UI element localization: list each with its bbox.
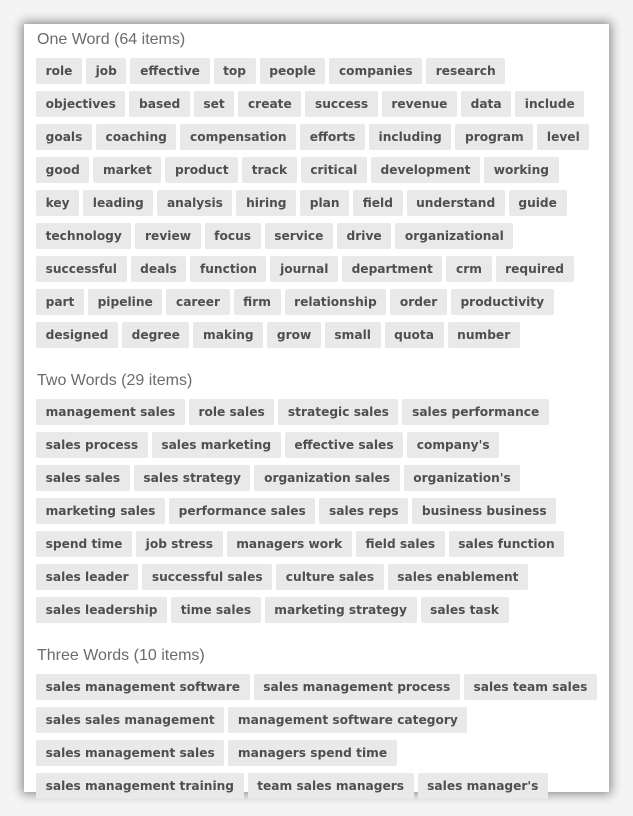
keyword-chip[interactable]: understand [407,190,505,216]
keyword-chip[interactable]: include [515,91,584,117]
keyword-chip[interactable]: successful [36,256,127,282]
keyword-chip[interactable]: level [537,124,589,150]
keyword-chip[interactable]: marketing sales [36,498,165,524]
keyword-chip[interactable]: critical [301,157,367,183]
keyword-chip[interactable]: service [265,223,333,249]
keyword-chip[interactable]: market [93,157,161,183]
keyword-chip[interactable]: relationship [285,289,387,315]
keyword-chip[interactable]: drive [337,223,391,249]
keyword-card [24,24,609,792]
keyword-chip[interactable]: including [369,124,451,150]
keyword-chip[interactable]: business business [412,498,556,524]
three-words-section [36,646,597,799]
keyword-chip[interactable]: key [36,190,79,216]
keyword-chip[interactable]: field [353,190,402,216]
keyword-chip[interactable]: sales management sales [36,740,224,766]
keyword-chip[interactable]: company's [407,432,499,458]
keyword-chip[interactable]: success [305,91,377,117]
keyword-chip[interactable]: development [371,157,480,183]
section-title: Two Words (29 items) [37,372,193,389]
keyword-chip[interactable]: role [36,58,82,84]
one-word-section [36,30,597,348]
keyword-chip[interactable]: firm [234,289,281,315]
keyword-chip[interactable]: sales manager's [418,773,548,799]
keyword-chip[interactable]: sales process [36,432,148,458]
keyword-chip[interactable]: program [455,124,533,150]
keyword-chip[interactable]: working [484,157,559,183]
section-title: One Word (64 items) [37,31,186,48]
keyword-chip[interactable]: quota [385,322,444,348]
keyword-chip[interactable]: grow [267,322,321,348]
keyword-chip[interactable]: deals [131,256,187,282]
keyword-chip[interactable]: set [194,91,235,117]
keyword-chip[interactable]: order [390,289,447,315]
keyword-chip[interactable]: degree [122,322,189,348]
keyword-chip[interactable]: managers work [227,531,352,557]
keyword-chip[interactable]: coaching [96,124,177,150]
keyword-chip[interactable]: create [238,91,301,117]
keyword-chip[interactable]: sales management training [36,773,244,799]
keyword-chip[interactable]: technology [36,223,131,249]
keyword-chip[interactable]: sales sales management [36,707,224,733]
keyword-chip[interactable]: small [325,322,381,348]
keyword-chip[interactable]: compensation [180,124,296,150]
keyword-chip[interactable]: marketing strategy [265,597,417,623]
keyword-chip[interactable]: objectives [36,91,125,117]
keyword-chip[interactable]: pipeline [88,289,162,315]
keyword-chip[interactable]: managers spend time [228,740,396,766]
keyword-chip[interactable]: sales function [449,531,565,557]
keyword-chip[interactable]: spend time [36,531,132,557]
keyword-chip[interactable]: field sales [356,531,445,557]
keyword-chip[interactable]: sales enablement [388,564,528,590]
keyword-chip[interactable]: sales marketing [152,432,281,458]
keyword-chip[interactable]: effective [130,58,209,84]
keyword-chip[interactable]: sales management process [254,674,460,700]
keyword-chip[interactable]: track [242,157,297,183]
keyword-list [36,399,597,623]
keyword-chip[interactable]: number [448,322,520,348]
keyword-chip[interactable]: management sales [36,399,185,425]
keyword-list [36,674,597,799]
keyword-chip[interactable]: successful sales [142,564,272,590]
section-title: Three Words (10 items) [37,647,205,664]
keyword-chip[interactable]: research [426,58,505,84]
keyword-chip[interactable]: sales team sales [464,674,597,700]
keyword-chip[interactable]: role sales [189,399,274,425]
keyword-chip[interactable]: culture sales [276,564,383,590]
keyword-chip[interactable]: sales reps [319,498,408,524]
keyword-chip[interactable]: strategic sales [278,399,398,425]
keyword-list [36,58,597,348]
keyword-chip[interactable]: function [190,256,266,282]
keyword-chip[interactable]: hiring [236,190,296,216]
keyword-chip[interactable]: revenue [382,91,457,117]
keyword-chip[interactable]: top [214,58,256,84]
keyword-chip[interactable]: sales performance [402,399,548,425]
keyword-chip[interactable]: team sales managers [248,773,414,799]
keyword-chip[interactable]: department [342,256,442,282]
keyword-chip[interactable]: management software category [228,707,467,733]
keyword-chip[interactable]: people [260,58,326,84]
keyword-chip[interactable]: organization sales [254,465,399,491]
keyword-chip[interactable]: goals [36,124,92,150]
keyword-chip[interactable]: effective sales [285,432,403,458]
keyword-chip[interactable]: designed [36,322,118,348]
keyword-chip[interactable]: sales strategy [134,465,251,491]
keyword-chip[interactable]: guide [509,190,567,216]
keyword-chip[interactable]: making [193,322,263,348]
keyword-chip[interactable]: sales sales [36,465,130,491]
keyword-chip[interactable]: crm [446,256,491,282]
keyword-chip[interactable]: sales task [421,597,509,623]
keyword-chip[interactable]: job [86,58,126,84]
keyword-chip[interactable]: career [166,289,229,315]
two-words-section [36,371,597,623]
keyword-chip[interactable]: efforts [300,124,365,150]
keyword-chip[interactable]: organization's [404,465,521,491]
keyword-chip[interactable]: focus [205,223,261,249]
keyword-chip[interactable]: journal [270,256,338,282]
keyword-chip[interactable]: time sales [171,597,261,623]
keyword-chip[interactable]: leading [83,190,153,216]
keyword-chip[interactable]: performance sales [169,498,315,524]
keyword-chip[interactable]: productivity [451,289,554,315]
keyword-chip[interactable]: sales leader [36,564,138,590]
keyword-chip[interactable]: companies [329,58,422,84]
keyword-chip[interactable]: sales leadership [36,597,167,623]
keyword-chip[interactable]: part [36,289,84,315]
keyword-chip[interactable]: review [135,223,200,249]
keyword-chip[interactable]: required [496,256,574,282]
keyword-chip[interactable]: sales management software [36,674,250,700]
keyword-chip[interactable]: based [129,91,189,117]
keyword-chip[interactable]: organizational [395,223,513,249]
keyword-chip[interactable]: data [461,91,511,117]
keyword-chip[interactable]: job stress [136,531,223,557]
keyword-chip[interactable]: good [36,157,89,183]
keyword-chip[interactable]: analysis [157,190,232,216]
keyword-chip[interactable]: product [165,157,238,183]
keyword-chip[interactable]: plan [300,190,349,216]
